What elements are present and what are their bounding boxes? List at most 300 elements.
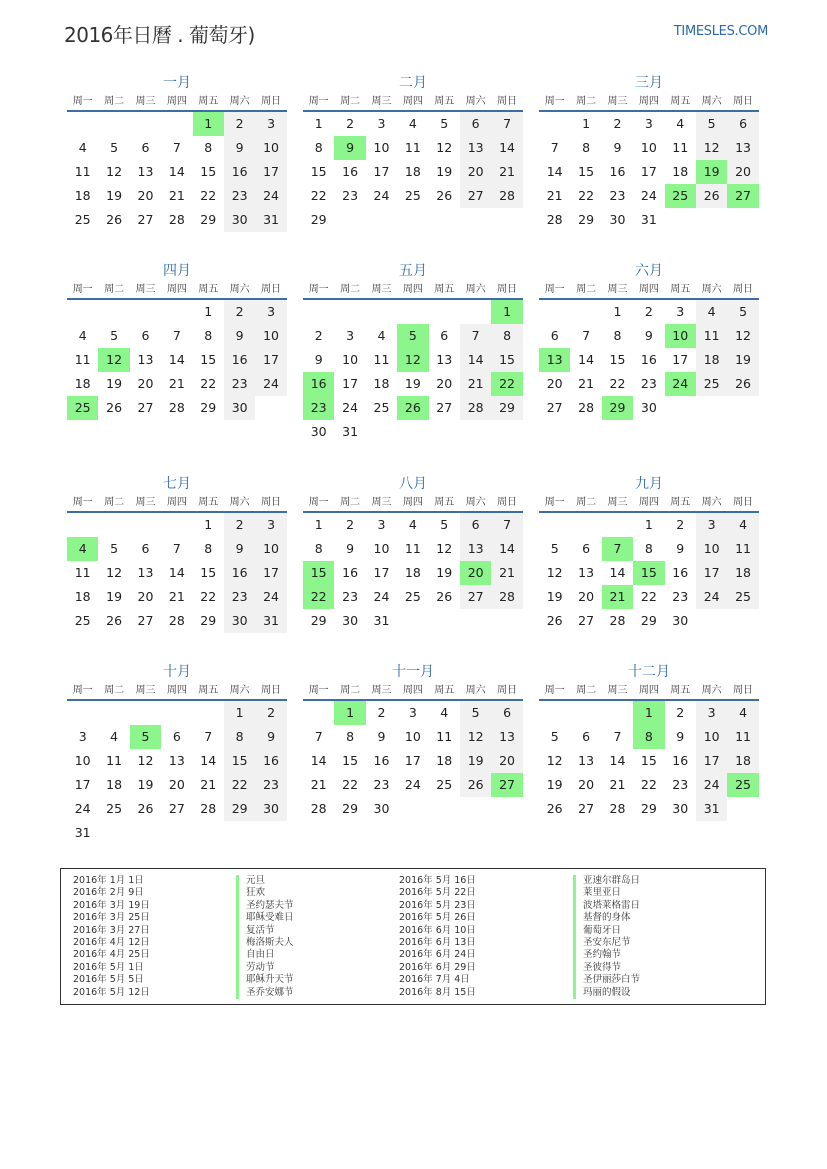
- day-cell: 6: [727, 112, 758, 136]
- holiday-name: 自由日: [236, 949, 275, 961]
- day-cell: 3: [644, 116, 653, 131]
- day-cell: 25: [727, 585, 758, 609]
- day-cell: 26: [106, 212, 123, 227]
- day-cell: 13: [727, 136, 758, 160]
- day-cell: 21: [168, 589, 185, 604]
- day-cell: 3: [78, 729, 87, 744]
- holiday-name: 圣约瑟夫节: [236, 900, 294, 912]
- day-grid: [539, 513, 759, 633]
- weekday-label: 周五: [670, 685, 691, 696]
- holiday-date: 2016年 5月 23日: [399, 899, 476, 911]
- day-cell: 12: [436, 541, 453, 556]
- day-cell: 24: [696, 773, 727, 797]
- day-cell: 30: [224, 396, 255, 420]
- weekday-label: 周六: [701, 497, 722, 508]
- weekday-label: 周日: [497, 497, 518, 508]
- weekday-label: 周六: [229, 685, 250, 696]
- day-cell: 6: [582, 541, 591, 556]
- day-cell: 28: [200, 801, 217, 816]
- day-grid: [303, 513, 523, 633]
- weekday-label: 周二: [340, 96, 361, 107]
- day-cell: 20: [491, 749, 522, 773]
- day-cell: 1: [224, 701, 255, 725]
- day-cell: 5: [110, 328, 119, 343]
- day-cell: 28: [168, 212, 185, 227]
- empty-cell: [161, 701, 192, 725]
- site-link[interactable]: TIMESLES.COM: [673, 24, 768, 39]
- day-cell: 8: [314, 140, 323, 155]
- weekday-label: 周一: [72, 685, 93, 696]
- month-name: 八月: [399, 476, 427, 492]
- weekday-label: 周六: [701, 96, 722, 107]
- day-cell: 17: [640, 164, 657, 179]
- holiday-day-cell: 1: [633, 701, 664, 725]
- day-cell: 3: [346, 328, 355, 343]
- day-cell: 6: [582, 729, 591, 744]
- holiday-date: 2016年 1月 1日: [73, 875, 144, 886]
- empty-cell: [602, 701, 633, 725]
- day-cell: 6: [440, 328, 449, 343]
- holiday-day-cell: 10: [665, 324, 696, 348]
- day-cell: 13: [460, 136, 491, 160]
- day-cell: 27: [578, 801, 595, 816]
- weekday-label: 周三: [135, 497, 156, 508]
- weekday-label: 周一: [72, 96, 93, 107]
- day-cell: 6: [491, 701, 522, 725]
- day-cell: 18: [74, 188, 91, 203]
- weekday-label: 周三: [135, 96, 156, 107]
- holiday-day-cell: 1: [334, 701, 365, 725]
- day-cell: 12: [106, 164, 123, 179]
- weekday-label: 周四: [402, 284, 423, 295]
- weekday-header: [303, 93, 523, 112]
- weekday-label: 周五: [434, 284, 455, 295]
- day-cell: 11: [696, 324, 727, 348]
- weekday-label: 周日: [497, 96, 518, 107]
- day-cell: 29: [640, 613, 657, 628]
- day-cell: 10: [373, 140, 390, 155]
- day-cell: 18: [74, 589, 91, 604]
- day-cell: 13: [137, 352, 154, 367]
- day-cell: 11: [404, 140, 421, 155]
- day-cell: 22: [200, 188, 217, 203]
- day-cell: 1: [314, 116, 323, 131]
- weekday-label: 周六: [465, 284, 486, 295]
- day-cell: 24: [255, 184, 286, 208]
- day-cell: 27: [137, 400, 154, 415]
- weekday-header: [539, 682, 759, 701]
- weekday-label: 周三: [607, 497, 628, 508]
- day-cell: 29: [200, 400, 217, 415]
- day-cell: 17: [373, 164, 390, 179]
- day-cell: 22: [640, 777, 657, 792]
- day-cell: 6: [141, 328, 150, 343]
- month-4: [67, 261, 287, 420]
- day-cell: 3: [377, 116, 386, 131]
- weekday-label: 周六: [229, 284, 250, 295]
- day-cell: 4: [408, 517, 417, 532]
- weekday-label: 周四: [638, 284, 659, 295]
- weekday-label: 周一: [308, 284, 329, 295]
- month-3: [539, 73, 759, 232]
- day-cell: 28: [609, 613, 626, 628]
- day-cell: 12: [106, 565, 123, 580]
- holiday-date: 2016年 5月 5日: [73, 974, 144, 986]
- day-cell: 20: [137, 188, 154, 203]
- day-cell: 26: [137, 801, 154, 816]
- day-cell: 17: [255, 348, 286, 372]
- day-cell: 8: [613, 328, 622, 343]
- holiday-day-cell: 22: [491, 372, 522, 396]
- day-cell: 16: [255, 749, 286, 773]
- day-cell: 3: [696, 701, 727, 725]
- weekday-label: 周一: [544, 497, 565, 508]
- day-cell: 2: [255, 701, 286, 725]
- day-cell: 24: [373, 589, 390, 604]
- day-cell: 31: [342, 424, 359, 439]
- day-cell: 30: [224, 609, 255, 633]
- day-cell: 4: [408, 116, 417, 131]
- day-cell: 14: [546, 164, 563, 179]
- day-cell: 13: [578, 565, 595, 580]
- day-cell: 26: [460, 773, 491, 797]
- day-cell: 12: [436, 140, 453, 155]
- day-cell: 14: [609, 565, 626, 580]
- day-grid: [67, 701, 287, 845]
- weekday-label: 周四: [638, 685, 659, 696]
- day-cell: 23: [373, 777, 390, 792]
- day-cell: 7: [550, 140, 559, 155]
- holiday-name: 元旦: [236, 875, 265, 887]
- day-cell: 12: [137, 753, 154, 768]
- day-cell: 25: [106, 801, 123, 816]
- day-cell: 2: [224, 300, 255, 324]
- day-cell: 16: [373, 753, 390, 768]
- day-cell: 19: [460, 749, 491, 773]
- day-cell: 3: [255, 300, 286, 324]
- month-name: 七月: [163, 476, 191, 492]
- day-cell: 29: [200, 212, 217, 227]
- day-cell: 6: [141, 140, 150, 155]
- day-cell: 30: [373, 801, 390, 816]
- day-cell: 19: [106, 589, 123, 604]
- day-cell: 9: [314, 352, 323, 367]
- empty-cell: [130, 300, 161, 324]
- day-cell: 14: [200, 753, 217, 768]
- day-cell: 26: [106, 400, 123, 415]
- month-10: [67, 662, 287, 845]
- day-cell: 17: [672, 352, 689, 367]
- weekday-header: [67, 494, 287, 513]
- weekday-label: 周四: [402, 96, 423, 107]
- holiday-legend: [60, 868, 766, 1005]
- day-cell: 23: [342, 188, 359, 203]
- day-grid: [303, 701, 523, 821]
- day-cell: 10: [373, 541, 390, 556]
- day-cell: 25: [404, 589, 421, 604]
- holiday-name: 莱里亚日: [573, 887, 621, 899]
- day-cell: 9: [644, 328, 653, 343]
- day-cell: 18: [404, 164, 421, 179]
- empty-cell: [303, 701, 334, 725]
- day-cell: 30: [224, 208, 255, 232]
- day-cell: 8: [204, 140, 213, 155]
- holiday-day-cell: 25: [67, 396, 98, 420]
- day-cell: 10: [696, 725, 727, 749]
- holiday-day-cell: 27: [727, 184, 758, 208]
- day-cell: 14: [491, 537, 522, 561]
- day-cell: 1: [613, 304, 622, 319]
- holiday-date: 2016年 4月 12日: [73, 937, 150, 948]
- day-cell: 6: [550, 328, 559, 343]
- day-cell: 17: [373, 565, 390, 580]
- holiday-day-cell: 21: [602, 585, 633, 609]
- day-cell: 30: [310, 424, 327, 439]
- weekday-label: 周日: [261, 96, 282, 107]
- day-cell: 10: [342, 352, 359, 367]
- day-cell: 8: [346, 729, 355, 744]
- day-cell: 9: [676, 541, 685, 556]
- day-cell: 28: [168, 613, 185, 628]
- day-cell: 13: [137, 164, 154, 179]
- day-cell: 16: [224, 160, 255, 184]
- day-cell: 22: [640, 589, 657, 604]
- weekday-label: 周二: [576, 497, 597, 508]
- holiday-date: 2016年 5月 16日: [399, 875, 476, 886]
- day-cell: 11: [373, 352, 390, 367]
- day-cell: 30: [672, 613, 689, 628]
- day-cell: 11: [672, 140, 689, 155]
- weekday-header: [67, 93, 287, 112]
- day-cell: 27: [137, 212, 154, 227]
- holiday-day-cell: 8: [633, 725, 664, 749]
- holiday-name: 亚速尔群岛日: [573, 875, 640, 887]
- day-cell: 2: [314, 328, 323, 343]
- weekday-header: [539, 281, 759, 300]
- day-cell: 28: [609, 801, 626, 816]
- day-cell: 30: [342, 613, 359, 628]
- day-cell: 23: [342, 589, 359, 604]
- weekday-label: 周五: [434, 96, 455, 107]
- weekday-label: 周五: [670, 497, 691, 508]
- day-cell: 3: [255, 513, 286, 537]
- day-cell: 13: [168, 753, 185, 768]
- day-cell: 12: [546, 753, 563, 768]
- day-cell: 12: [546, 565, 563, 580]
- month-name: 四月: [163, 263, 191, 279]
- empty-cell: [460, 300, 491, 324]
- month-name: 五月: [399, 263, 427, 279]
- day-cell: 2: [676, 705, 685, 720]
- day-cell: 18: [696, 348, 727, 372]
- day-cell: 5: [110, 140, 119, 155]
- holiday-date: 2016年 6月 29日: [399, 961, 476, 973]
- weekday-label: 周三: [607, 284, 628, 295]
- weekday-label: 周三: [371, 497, 392, 508]
- weekday-label: 周六: [465, 96, 486, 107]
- day-grid: [539, 112, 759, 232]
- weekday-header: [303, 494, 523, 513]
- weekday-label: 周六: [465, 685, 486, 696]
- day-cell: 7: [460, 324, 491, 348]
- day-cell: 26: [106, 613, 123, 628]
- day-cell: 6: [172, 729, 181, 744]
- day-cell: 29: [200, 613, 217, 628]
- day-cell: 10: [74, 753, 91, 768]
- holiday-name: 葡萄牙日: [573, 925, 621, 937]
- weekday-label: 周日: [261, 685, 282, 696]
- day-cell: 5: [696, 112, 727, 136]
- day-cell: 5: [440, 517, 449, 532]
- day-cell: 29: [310, 212, 327, 227]
- day-cell: 25: [696, 372, 727, 396]
- day-cell: 17: [404, 753, 421, 768]
- day-cell: 15: [491, 348, 522, 372]
- day-cell: 28: [460, 396, 491, 420]
- day-cell: 20: [578, 589, 595, 604]
- month-9: [539, 474, 759, 633]
- weekday-label: 周五: [434, 497, 455, 508]
- empty-cell: [429, 300, 460, 324]
- empty-cell: [98, 112, 129, 136]
- holiday-date: 2016年 3月 27日: [73, 924, 150, 936]
- weekday-label: 周一: [72, 284, 93, 295]
- day-cell: 21: [578, 376, 595, 391]
- day-cell: 1: [314, 517, 323, 532]
- weekday-header: [67, 682, 287, 701]
- holiday-day-cell: 13: [539, 348, 570, 372]
- weekday-label: 周三: [371, 284, 392, 295]
- day-cell: 18: [672, 164, 689, 179]
- weekday-label: 周三: [371, 96, 392, 107]
- day-cell: 9: [613, 140, 622, 155]
- day-cell: 8: [204, 328, 213, 343]
- holiday-day-cell: 4: [67, 537, 98, 561]
- holiday-day-cell: 15: [303, 561, 334, 585]
- day-cell: 24: [404, 777, 421, 792]
- holiday-day-cell: 15: [633, 561, 664, 585]
- day-cell: 6: [460, 112, 491, 136]
- day-cell: 9: [224, 324, 255, 348]
- day-cell: 29: [578, 212, 595, 227]
- day-cell: 26: [546, 801, 563, 816]
- day-cell: 31: [74, 825, 91, 840]
- day-cell: 3: [696, 513, 727, 537]
- weekday-label: 周五: [670, 284, 691, 295]
- day-cell: 24: [342, 400, 359, 415]
- day-cell: 13: [460, 537, 491, 561]
- day-cell: 27: [137, 613, 154, 628]
- day-cell: 14: [460, 348, 491, 372]
- holiday-date: 2016年 3月 25日: [73, 912, 150, 924]
- day-cell: 8: [582, 140, 591, 155]
- weekday-label: 周四: [638, 96, 659, 107]
- day-cell: 29: [342, 801, 359, 816]
- holiday-day-cell: 26: [397, 396, 428, 420]
- day-cell: 2: [377, 705, 386, 720]
- holiday-date: 2016年 5月 22日: [399, 887, 476, 899]
- day-grid: [67, 300, 287, 420]
- holiday-name: 波塔莱格雷日: [573, 900, 640, 912]
- day-cell: 14: [168, 352, 185, 367]
- day-cell: 22: [609, 376, 626, 391]
- day-cell: 10: [404, 729, 421, 744]
- day-cell: 16: [224, 348, 255, 372]
- day-cell: 20: [727, 160, 758, 184]
- day-cell: 23: [224, 372, 255, 396]
- day-cell: 25: [373, 400, 390, 415]
- month-12: [539, 662, 759, 821]
- day-cell: 7: [314, 729, 323, 744]
- day-cell: 23: [672, 777, 689, 792]
- weekday-label: 周二: [340, 685, 361, 696]
- day-cell: 1: [644, 517, 653, 532]
- day-grid: [67, 112, 287, 232]
- day-cell: 18: [74, 376, 91, 391]
- day-cell: 15: [200, 565, 217, 580]
- holiday-date: 2016年 5月 1日: [73, 961, 144, 973]
- holiday-name: 耶稣升天节: [236, 974, 294, 986]
- day-cell: 28: [546, 212, 563, 227]
- day-grid: [539, 300, 759, 420]
- day-cell: 7: [613, 729, 622, 744]
- day-cell: 15: [609, 352, 626, 367]
- day-cell: 30: [672, 801, 689, 816]
- holiday-date: 2016年 3月 19日: [73, 899, 150, 911]
- day-cell: 27: [168, 801, 185, 816]
- holiday-date: 2016年 2月 9日: [73, 887, 144, 899]
- holiday-day-cell: 19: [696, 160, 727, 184]
- day-cell: 21: [609, 777, 626, 792]
- day-cell: 21: [200, 777, 217, 792]
- day-cell: 14: [578, 352, 595, 367]
- day-cell: 20: [460, 160, 491, 184]
- day-cell: 30: [640, 400, 657, 415]
- day-cell: 23: [224, 184, 255, 208]
- holiday-name: 狂欢: [236, 887, 265, 899]
- weekday-label: 周五: [198, 96, 219, 107]
- holiday-day-cell: 12: [98, 348, 129, 372]
- empty-cell: [539, 300, 570, 324]
- day-cell: 16: [672, 753, 689, 768]
- day-cell: 13: [578, 753, 595, 768]
- weekday-label: 周三: [607, 685, 628, 696]
- day-cell: 21: [546, 188, 563, 203]
- day-cell: 4: [696, 300, 727, 324]
- weekday-label: 周六: [229, 497, 250, 508]
- day-cell: 28: [310, 801, 327, 816]
- day-cell: 11: [727, 537, 758, 561]
- weekday-label: 周五: [434, 685, 455, 696]
- holiday-day-cell: 9: [334, 136, 365, 160]
- day-cell: 9: [676, 729, 685, 744]
- weekday-label: 周一: [544, 685, 565, 696]
- month-name: 三月: [635, 75, 663, 91]
- holiday-day-cell: 5: [397, 324, 428, 348]
- weekday-label: 周六: [701, 685, 722, 696]
- day-cell: 11: [74, 164, 91, 179]
- day-cell: 13: [491, 725, 522, 749]
- empty-cell: [539, 112, 570, 136]
- holiday-name: 圣约翰节: [573, 949, 621, 961]
- holiday-date: 2016年 6月 13日: [399, 937, 476, 948]
- day-cell: 1: [204, 304, 213, 319]
- day-cell: 14: [491, 136, 522, 160]
- day-cell: 23: [640, 376, 657, 391]
- holiday-day-cell: 25: [727, 773, 758, 797]
- weekday-label: 周三: [135, 284, 156, 295]
- day-cell: 21: [310, 777, 327, 792]
